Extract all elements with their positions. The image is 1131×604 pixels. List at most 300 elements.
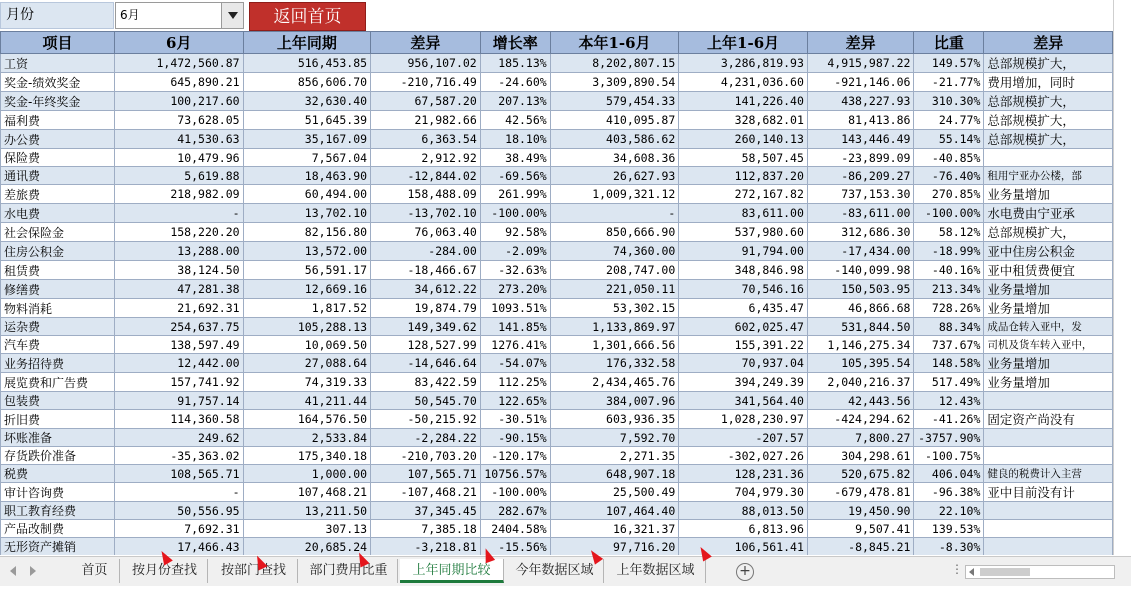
row-label-cell[interactable]: 无形资产摊销 xyxy=(1,538,115,556)
row-label-cell[interactable]: 福利费 xyxy=(1,111,115,130)
value-cell[interactable]: 42.56% xyxy=(480,111,550,130)
value-cell[interactable]: -14,646.64 xyxy=(371,354,481,373)
table-row xyxy=(1,299,1113,318)
value-cell[interactable]: 602,025.47 xyxy=(679,318,808,336)
value-cell[interactable]: 516,453.85 xyxy=(243,54,371,73)
value-cell[interactable]: -13,702.10 xyxy=(371,204,481,223)
value-cell[interactable]: -54.07% xyxy=(480,354,550,373)
value-cell[interactable]: 249.62 xyxy=(114,429,243,447)
value-cell[interactable]: 42,443.56 xyxy=(807,392,914,410)
value-cell[interactable]: 19,874.79 xyxy=(371,299,481,318)
value-cell[interactable]: 41,211.44 xyxy=(243,392,371,410)
value-cell[interactable]: 1,133,869.97 xyxy=(550,318,679,336)
value-cell[interactable]: 1,009,321.12 xyxy=(550,185,679,204)
value-cell[interactable]: 46,866.68 xyxy=(807,299,914,318)
note-cell[interactable]: 租用宁亚办公楼，部 xyxy=(984,167,1113,185)
value-cell[interactable]: -35,363.02 xyxy=(114,447,243,465)
note-cell[interactable]: 总部规模扩大， xyxy=(984,223,1113,242)
value-cell[interactable]: 38.49% xyxy=(480,149,550,167)
value-cell[interactable]: 149.57% xyxy=(914,54,984,73)
value-cell[interactable]: 17,466.43 xyxy=(114,538,243,556)
value-cell[interactable]: 157,741.92 xyxy=(114,373,243,392)
row-label-cell[interactable]: 奖金-绩效奖金 xyxy=(1,73,115,92)
table-row xyxy=(1,223,1113,242)
value-cell[interactable]: 82,156.80 xyxy=(243,223,371,242)
value-cell[interactable]: 270.85% xyxy=(914,185,984,204)
value-cell[interactable]: -69.56% xyxy=(480,167,550,185)
row-label-cell[interactable]: 工资 xyxy=(1,54,115,73)
value-cell[interactable]: 56,591.17 xyxy=(243,261,371,280)
value-cell[interactable]: -96.38% xyxy=(914,483,984,502)
value-cell[interactable]: 328,682.01 xyxy=(679,111,808,130)
value-cell[interactable]: 53,302.15 xyxy=(550,299,679,318)
row-label-cell[interactable]: 职工教育经费 xyxy=(1,502,115,520)
note-cell[interactable] xyxy=(984,520,1113,538)
value-cell[interactable]: 13,702.10 xyxy=(243,204,371,223)
value-cell[interactable]: -40.16% xyxy=(914,261,984,280)
value-cell[interactable]: 207.13% xyxy=(480,92,550,111)
value-cell[interactable]: 956,107.02 xyxy=(371,54,481,73)
scroll-left-icon[interactable] xyxy=(969,568,974,576)
row-label-cell[interactable]: 奖金-年终奖金 xyxy=(1,92,115,111)
row-label-cell[interactable]: 税费 xyxy=(1,465,115,483)
value-cell[interactable]: 106,561.41 xyxy=(679,538,808,556)
sheet-tab[interactable]: 按部门查找 xyxy=(210,559,298,583)
value-cell[interactable]: 8,202,807.15 xyxy=(550,54,679,73)
value-cell[interactable]: -100.00% xyxy=(480,204,550,223)
value-cell[interactable]: 38,124.50 xyxy=(114,261,243,280)
value-cell[interactable]: 112.25% xyxy=(480,373,550,392)
value-cell[interactable]: 406.04% xyxy=(914,465,984,483)
note-cell[interactable]: 业务量增加 xyxy=(984,354,1113,373)
value-cell[interactable]: 394,249.39 xyxy=(679,373,808,392)
value-cell[interactable]: -207.57 xyxy=(679,429,808,447)
row-label-cell[interactable]: 运杂费 xyxy=(1,318,115,336)
row-label-cell[interactable]: 审计咨询费 xyxy=(1,483,115,502)
row-label-cell[interactable]: 物料消耗 xyxy=(1,299,115,318)
value-cell[interactable]: 185.13% xyxy=(480,54,550,73)
value-cell[interactable]: 384,007.96 xyxy=(550,392,679,410)
value-cell[interactable]: 128,527.99 xyxy=(371,336,481,354)
value-cell[interactable]: 4,915,987.22 xyxy=(807,54,914,73)
value-cell[interactable]: 221,050.11 xyxy=(550,280,679,299)
value-cell[interactable]: 4,231,036.60 xyxy=(679,73,808,92)
value-cell[interactable]: 517.49% xyxy=(914,373,984,392)
note-cell[interactable]: 固定资产尚没有 xyxy=(984,410,1113,429)
value-cell[interactable]: 27,088.64 xyxy=(243,354,371,373)
value-cell[interactable]: 6,363.54 xyxy=(371,130,481,149)
value-cell[interactable]: 7,692.31 xyxy=(114,520,243,538)
row-label-cell[interactable]: 修缮费 xyxy=(1,280,115,299)
note-cell[interactable]: 健良的税费计入主营 xyxy=(984,465,1113,483)
value-cell[interactable]: 155,391.22 xyxy=(679,336,808,354)
note-cell[interactable]: 总部规模扩大， xyxy=(984,54,1113,73)
value-cell[interactable]: 7,385.18 xyxy=(371,520,481,538)
value-cell[interactable]: -210,703.20 xyxy=(371,447,481,465)
value-cell[interactable]: 164,576.50 xyxy=(243,410,371,429)
value-cell[interactable]: 1,472,560.87 xyxy=(114,54,243,73)
value-cell[interactable]: -424,294.62 xyxy=(807,410,914,429)
value-cell[interactable]: 37,345.45 xyxy=(371,502,481,520)
row-label-cell[interactable]: 租赁费 xyxy=(1,261,115,280)
row-label-cell[interactable]: 包装费 xyxy=(1,392,115,410)
value-cell[interactable]: 76,063.40 xyxy=(371,223,481,242)
value-cell[interactable]: 58,507.45 xyxy=(679,149,808,167)
row-label-cell[interactable]: 展览费和广告费 xyxy=(1,373,115,392)
note-cell[interactable] xyxy=(984,149,1113,167)
value-cell[interactable]: 272,167.82 xyxy=(679,185,808,204)
value-cell[interactable]: 100,217.60 xyxy=(114,92,243,111)
value-cell[interactable]: -100.00% xyxy=(914,204,984,223)
value-cell[interactable]: 704,979.30 xyxy=(679,483,808,502)
value-cell[interactable]: 1,028,230.97 xyxy=(679,410,808,429)
value-cell[interactable]: -302,027.26 xyxy=(679,447,808,465)
value-cell[interactable]: -3757.90% xyxy=(914,429,984,447)
note-cell[interactable]: 水电费由宁亚承 xyxy=(984,204,1113,223)
value-cell[interactable]: 158,220.20 xyxy=(114,223,243,242)
vertical-scroll-gutter xyxy=(1114,0,1131,555)
sheet-tab[interactable]: 上年同期比较 xyxy=(400,559,504,583)
note-cell[interactable] xyxy=(984,502,1113,520)
value-cell[interactable]: -40.85% xyxy=(914,149,984,167)
value-cell[interactable]: 114,360.58 xyxy=(114,410,243,429)
value-cell[interactable]: -8,845.21 xyxy=(807,538,914,556)
row-label-cell[interactable]: 坏账准备 xyxy=(1,429,115,447)
value-cell[interactable]: 2,271.35 xyxy=(550,447,679,465)
value-cell[interactable]: -21.77% xyxy=(914,73,984,92)
value-cell[interactable]: -50,215.92 xyxy=(371,410,481,429)
value-cell[interactable]: 81,413.86 xyxy=(807,111,914,130)
value-cell[interactable]: 1,146,275.34 xyxy=(807,336,914,354)
tab-scroll-left-icon[interactable] xyxy=(10,566,16,576)
value-cell[interactable]: 410,095.87 xyxy=(550,111,679,130)
tab-scroll-right-icon[interactable] xyxy=(30,566,36,576)
value-cell[interactable]: 83,611.00 xyxy=(679,204,808,223)
value-cell[interactable]: 6,435.47 xyxy=(679,299,808,318)
value-cell[interactable]: 83,422.59 xyxy=(371,373,481,392)
row-label-cell[interactable]: 住房公积金 xyxy=(1,242,115,261)
row-label-cell[interactable]: 产品改制费 xyxy=(1,520,115,538)
value-cell[interactable]: 648,907.18 xyxy=(550,465,679,483)
value-cell[interactable]: 50,556.95 xyxy=(114,502,243,520)
value-cell[interactable]: - xyxy=(114,483,243,502)
column-header: 差异 xyxy=(807,32,914,54)
value-cell[interactable]: 150,503.95 xyxy=(807,280,914,299)
note-cell[interactable] xyxy=(984,538,1113,556)
value-cell[interactable]: - xyxy=(114,204,243,223)
value-cell[interactable]: 60,494.00 xyxy=(243,185,371,204)
value-cell[interactable]: -90.15% xyxy=(480,429,550,447)
row-label-cell[interactable]: 业务招待费 xyxy=(1,354,115,373)
chevron-down-icon[interactable] xyxy=(221,3,243,28)
value-cell[interactable]: 107,565.71 xyxy=(371,465,481,483)
value-cell[interactable]: 273.20% xyxy=(480,280,550,299)
value-cell[interactable]: 1,817.52 xyxy=(243,299,371,318)
value-cell[interactable]: 25,500.49 xyxy=(550,483,679,502)
value-cell[interactable]: 579,454.33 xyxy=(550,92,679,111)
note-cell[interactable]: 业务量增加 xyxy=(984,299,1113,318)
more-dots-icon[interactable]: ⋮ xyxy=(951,562,963,576)
value-cell[interactable]: 138,597.49 xyxy=(114,336,243,354)
value-cell[interactable]: 97,716.20 xyxy=(550,538,679,556)
value-cell[interactable]: 34,608.36 xyxy=(550,149,679,167)
value-cell[interactable]: -2,284.22 xyxy=(371,429,481,447)
value-cell[interactable]: -3,218.81 xyxy=(371,538,481,556)
table-row xyxy=(1,92,1113,111)
value-cell[interactable]: -83,611.00 xyxy=(807,204,914,223)
value-cell[interactable]: 10756.57% xyxy=(480,465,550,483)
value-cell[interactable]: 7,800.27 xyxy=(807,429,914,447)
plus-circle-icon[interactable]: + xyxy=(736,563,754,581)
note-cell[interactable] xyxy=(984,392,1113,410)
sheet-tab[interactable]: 首页 xyxy=(70,559,120,583)
value-cell[interactable]: 73,628.05 xyxy=(114,111,243,130)
value-cell[interactable]: 74,319.33 xyxy=(243,373,371,392)
value-cell[interactable]: -18.99% xyxy=(914,242,984,261)
value-cell[interactable]: 26,627.93 xyxy=(550,167,679,185)
value-cell[interactable]: -30.51% xyxy=(480,410,550,429)
filter-row xyxy=(0,0,1114,31)
value-cell[interactable]: -921,146.06 xyxy=(807,73,914,92)
note-cell[interactable]: 亚中住房公积金 xyxy=(984,242,1113,261)
row-label-cell[interactable]: 差旅费 xyxy=(1,185,115,204)
note-cell[interactable]: 费用增加，同时 xyxy=(984,73,1113,92)
value-cell[interactable]: 175,340.18 xyxy=(243,447,371,465)
value-cell[interactable]: 55.14% xyxy=(914,130,984,149)
value-cell[interactable]: 1,000.00 xyxy=(243,465,371,483)
value-cell[interactable]: -17,434.00 xyxy=(807,242,914,261)
return-home-button[interactable]: 返回首页 xyxy=(249,2,366,31)
value-cell[interactable]: 107,468.21 xyxy=(243,483,371,502)
column-header: 增长率 xyxy=(480,32,550,54)
note-cell[interactable]: 司机及货车转入亚中， xyxy=(984,336,1113,354)
table-row xyxy=(1,465,1113,483)
sheet-tab[interactable]: 上年数据区域 xyxy=(606,559,706,583)
month-select[interactable] xyxy=(115,2,244,29)
value-cell[interactable]: 2,040,216.37 xyxy=(807,373,914,392)
value-cell[interactable]: 2,533.84 xyxy=(243,429,371,447)
value-cell[interactable]: 108,565.71 xyxy=(114,465,243,483)
value-cell[interactable]: 208,747.00 xyxy=(550,261,679,280)
value-cell[interactable]: 35,167.09 xyxy=(243,130,371,149)
value-cell[interactable]: 107,464.40 xyxy=(550,502,679,520)
table-row xyxy=(1,373,1113,392)
value-cell[interactable]: 139.53% xyxy=(914,520,984,538)
note-cell[interactable]: 业务量增加 xyxy=(984,185,1113,204)
value-cell[interactable]: -12,844.02 xyxy=(371,167,481,185)
value-cell[interactable]: 531,844.50 xyxy=(807,318,914,336)
value-cell[interactable]: 47,281.38 xyxy=(114,280,243,299)
value-cell[interactable]: 18.10% xyxy=(480,130,550,149)
value-cell[interactable]: 176,332.58 xyxy=(550,354,679,373)
value-cell[interactable]: 2,434,465.76 xyxy=(550,373,679,392)
value-cell[interactable]: 10,479.96 xyxy=(114,149,243,167)
value-cell[interactable]: -284.00 xyxy=(371,242,481,261)
value-cell[interactable]: -2.09% xyxy=(480,242,550,261)
value-cell[interactable]: 10,069.50 xyxy=(243,336,371,354)
value-cell[interactable]: 603,936.35 xyxy=(550,410,679,429)
value-cell[interactable]: -140,099.98 xyxy=(807,261,914,280)
note-cell[interactable]: 业务量增加 xyxy=(984,280,1113,299)
value-cell[interactable]: 341,564.40 xyxy=(679,392,808,410)
value-cell[interactable]: 261.99% xyxy=(480,185,550,204)
value-cell[interactable]: 21,692.31 xyxy=(114,299,243,318)
value-cell[interactable]: 128,231.36 xyxy=(679,465,808,483)
sheet-tab[interactable]: 部门费用比重 xyxy=(300,559,398,583)
note-cell[interactable]: 总部规模扩大， xyxy=(984,92,1113,111)
row-label-cell[interactable]: 汽车费 xyxy=(1,336,115,354)
note-cell[interactable] xyxy=(984,447,1113,465)
value-cell[interactable]: 282.67% xyxy=(480,502,550,520)
row-label-cell[interactable]: 水电费 xyxy=(1,204,115,223)
value-cell[interactable]: -8.30% xyxy=(914,538,984,556)
sheet-tab[interactable]: 今年数据区域 xyxy=(506,559,604,583)
value-cell[interactable]: 51,645.39 xyxy=(243,111,371,130)
value-cell[interactable]: 3,286,819.93 xyxy=(679,54,808,73)
value-cell[interactable]: 50,545.70 xyxy=(371,392,481,410)
month-select-value: 6月 xyxy=(120,8,140,22)
value-cell[interactable]: 7,567.04 xyxy=(243,149,371,167)
value-cell[interactable]: 1093.51% xyxy=(480,299,550,318)
value-cell[interactable]: 24.77% xyxy=(914,111,984,130)
note-cell[interactable]: 总部规模扩大， xyxy=(984,111,1113,130)
value-cell[interactable]: 9,507.41 xyxy=(807,520,914,538)
value-cell[interactable]: 12,442.00 xyxy=(114,354,243,373)
value-cell[interactable]: 41,530.63 xyxy=(114,130,243,149)
value-cell[interactable]: -15.56% xyxy=(480,538,550,556)
value-cell[interactable]: 20,685.24 xyxy=(243,538,371,556)
value-cell[interactable]: 12,669.16 xyxy=(243,280,371,299)
value-cell[interactable]: 74,360.00 xyxy=(550,242,679,261)
value-cell[interactable]: 21,982.66 xyxy=(371,111,481,130)
note-cell[interactable]: 业务量增加 xyxy=(984,373,1113,392)
value-cell[interactable]: 19,450.90 xyxy=(807,502,914,520)
value-cell[interactable]: 304,298.61 xyxy=(807,447,914,465)
value-cell[interactable]: 213.34% xyxy=(914,280,984,299)
value-cell[interactable]: 728.26% xyxy=(914,299,984,318)
value-cell[interactable]: 537,980.60 xyxy=(679,223,808,242)
sheet-tab[interactable]: 按月份查找 xyxy=(122,559,208,583)
value-cell[interactable]: 850,666.90 xyxy=(550,223,679,242)
row-label-cell[interactable]: 保险费 xyxy=(1,149,115,167)
value-cell[interactable]: 16,321.37 xyxy=(550,520,679,538)
value-cell[interactable]: -679,478.81 xyxy=(807,483,914,502)
scrollbar-thumb[interactable] xyxy=(980,568,1030,576)
value-cell[interactable]: 310.30% xyxy=(914,92,984,111)
value-cell[interactable]: 88,013.50 xyxy=(679,502,808,520)
value-cell[interactable]: 18,463.90 xyxy=(243,167,371,185)
value-cell[interactable]: 403,586.62 xyxy=(550,130,679,149)
value-cell[interactable]: -86,209.27 xyxy=(807,167,914,185)
value-cell[interactable]: -120.17% xyxy=(480,447,550,465)
note-cell[interactable]: 亚中租赁费便宜 xyxy=(984,261,1113,280)
value-cell[interactable]: -18,466.67 xyxy=(371,261,481,280)
table-row xyxy=(1,483,1113,502)
value-cell[interactable]: 645,890.21 xyxy=(114,73,243,92)
value-cell[interactable]: -100.00% xyxy=(480,483,550,502)
value-cell[interactable]: 1276.41% xyxy=(480,336,550,354)
value-cell[interactable]: 143,446.49 xyxy=(807,130,914,149)
value-cell[interactable]: 7,592.70 xyxy=(550,429,679,447)
value-cell[interactable]: 13,572.00 xyxy=(243,242,371,261)
row-label-cell[interactable]: 折旧费 xyxy=(1,410,115,429)
note-cell[interactable]: 成品仓转入亚中，发 xyxy=(984,318,1113,336)
row-label-cell[interactable]: 办公费 xyxy=(1,130,115,149)
value-cell[interactable]: 737.67% xyxy=(914,336,984,354)
value-cell[interactable]: 856,606.70 xyxy=(243,73,371,92)
value-cell[interactable]: -32.63% xyxy=(480,261,550,280)
value-cell[interactable]: 149,349.62 xyxy=(371,318,481,336)
value-cell[interactable]: 92.58% xyxy=(480,223,550,242)
value-cell[interactable]: - xyxy=(550,204,679,223)
value-cell[interactable]: 2,912.92 xyxy=(371,149,481,167)
value-cell[interactable]: 112,837.20 xyxy=(679,167,808,185)
row-label-cell[interactable]: 通讯费 xyxy=(1,167,115,185)
note-cell[interactable]: 总部规模扩大， xyxy=(984,130,1113,149)
value-cell[interactable]: 438,227.93 xyxy=(807,92,914,111)
value-cell[interactable]: 5,619.88 xyxy=(114,167,243,185)
value-cell[interactable]: 88.34% xyxy=(914,318,984,336)
row-label-cell[interactable]: 社会保险金 xyxy=(1,223,115,242)
value-cell[interactable]: 13,211.50 xyxy=(243,502,371,520)
value-cell[interactable]: -100.75% xyxy=(914,447,984,465)
row-label-cell[interactable]: 存货跌价准备 xyxy=(1,447,115,465)
value-cell[interactable]: -23,899.09 xyxy=(807,149,914,167)
value-cell[interactable]: 105,288.13 xyxy=(243,318,371,336)
value-cell[interactable]: 91,757.14 xyxy=(114,392,243,410)
value-cell[interactable]: 348,846.98 xyxy=(679,261,808,280)
value-cell[interactable]: -210,716.49 xyxy=(371,73,481,92)
value-cell[interactable]: 12.43% xyxy=(914,392,984,410)
value-cell[interactable]: 141,226.40 xyxy=(679,92,808,111)
value-cell[interactable]: -24.60% xyxy=(480,73,550,92)
table-row xyxy=(1,185,1113,204)
value-cell[interactable]: 141.85% xyxy=(480,318,550,336)
value-cell[interactable]: 158,488.09 xyxy=(371,185,481,204)
value-cell[interactable]: 22.10% xyxy=(914,502,984,520)
value-cell[interactable]: 91,794.00 xyxy=(679,242,808,261)
value-cell[interactable]: 260,140.13 xyxy=(679,130,808,149)
value-cell[interactable]: -76.40% xyxy=(914,167,984,185)
note-cell[interactable]: 亚中目前没有计 xyxy=(984,483,1113,502)
table-row xyxy=(1,447,1113,465)
value-cell[interactable]: 148.58% xyxy=(914,354,984,373)
value-cell[interactable]: 737,153.30 xyxy=(807,185,914,204)
value-cell[interactable]: 58.12% xyxy=(914,223,984,242)
value-cell[interactable]: 307.13 xyxy=(243,520,371,538)
value-cell[interactable]: 218,982.09 xyxy=(114,185,243,204)
horizontal-scrollbar[interactable] xyxy=(965,565,1115,579)
value-cell[interactable]: 34,612.22 xyxy=(371,280,481,299)
value-cell[interactable]: 1,301,666.56 xyxy=(550,336,679,354)
value-cell[interactable]: 32,630.40 xyxy=(243,92,371,111)
value-cell[interactable]: 254,637.75 xyxy=(114,318,243,336)
value-cell[interactable]: 105,395.54 xyxy=(807,354,914,373)
note-cell[interactable] xyxy=(984,429,1113,447)
value-cell[interactable]: 312,686.30 xyxy=(807,223,914,242)
value-cell[interactable]: -107,468.21 xyxy=(371,483,481,502)
value-cell[interactable]: 6,813.96 xyxy=(679,520,808,538)
value-cell[interactable]: 2404.58% xyxy=(480,520,550,538)
value-cell[interactable]: 70,546.16 xyxy=(679,280,808,299)
value-cell[interactable]: 520,675.82 xyxy=(807,465,914,483)
value-cell[interactable]: 67,587.20 xyxy=(371,92,481,111)
value-cell[interactable]: 70,937.04 xyxy=(679,354,808,373)
value-cell[interactable]: 13,288.00 xyxy=(114,242,243,261)
value-cell[interactable]: 3,309,890.54 xyxy=(550,73,679,92)
value-cell[interactable]: 122.65% xyxy=(480,392,550,410)
value-cell[interactable]: -41.26% xyxy=(914,410,984,429)
